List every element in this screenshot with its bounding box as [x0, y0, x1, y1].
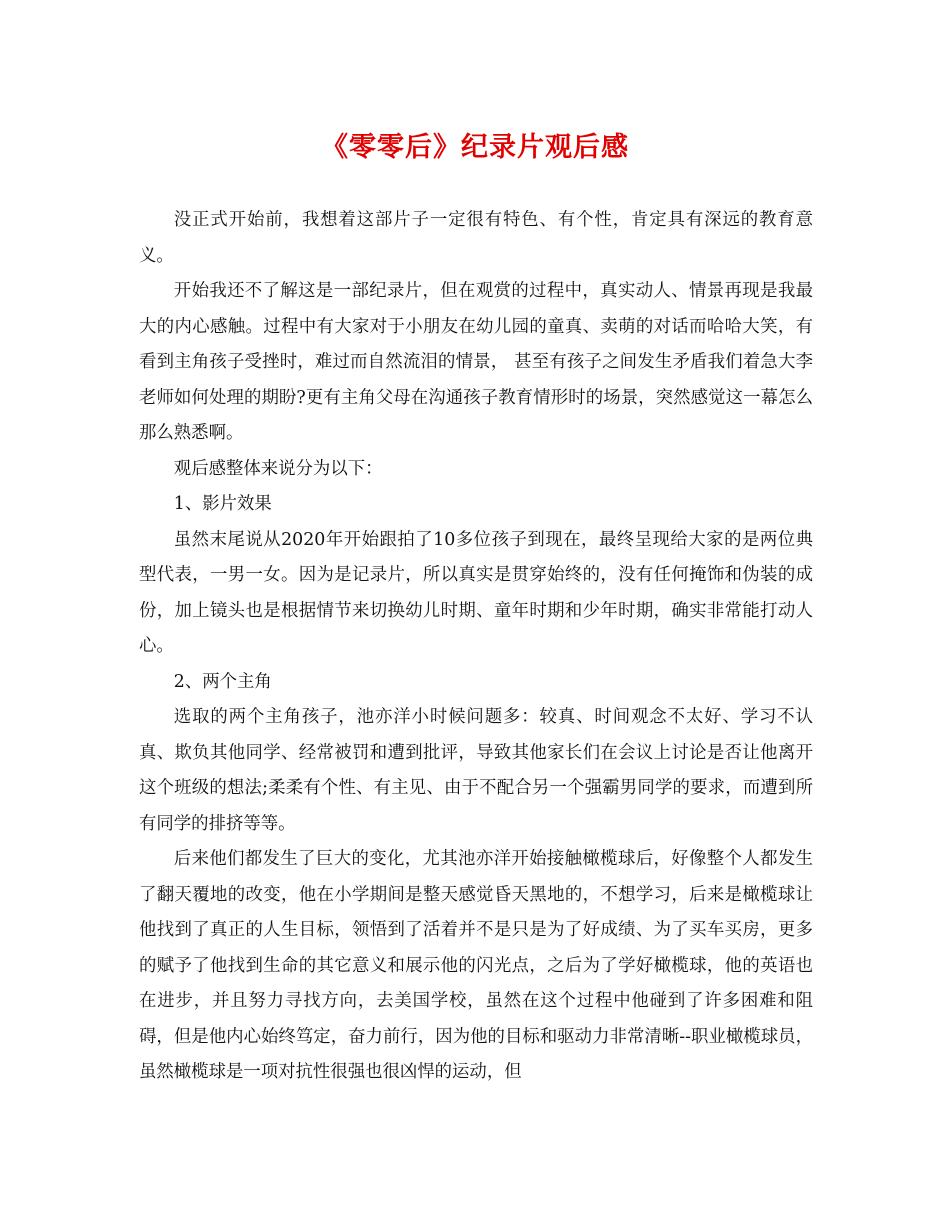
paragraph: 后来他们都发生了巨大的变化，尤其池亦洋开始接触橄榄球后，好像整个人都发生了翻天覆地的改变，他在小学期间是整天感觉昏天黑地的，不想学习，后来是橄榄球让他找到了真正的人生目标，领悟到了活着并不是只是为了好成绩、为了买车买房，更多的赋予了他找到生命的其它意义和展示他的闪光点，之后为了学好橄榄球，他的英语也在进步，并且努力寻找方向，去美国学校，虽然在这个过程中他碰到了许多困难和阻碍，但是他内心始终笃定，奋力前行，因为他的目标和驱动力非常清晰--职业橄榄球员，虽然橄榄球是一项对抗性很强也很凶悍的运动，但	[139, 849, 813, 1082]
section-heading: 1、影片效果	[173, 494, 272, 514]
section-heading: 2、两个主角	[173, 671, 272, 692]
paragraph: 选取的两个主角孩子，池亦洋小时候问题多：较真、时间观念不太好、学习不认真、欺负其他同学、经常被罚和遭到批评，导致其他家长们在会议上讨论是否让他离开这个班级的想法;柔柔有个性、有主见、由于不配合另一个强霸男同学的要求，而遭到所有同学的排挤等等。	[139, 707, 813, 834]
document-body	[139, 203, 813, 1091]
paragraph: 观后感整体来说分为以下：	[173, 458, 383, 479]
paragraph: 开始我还不了解这是一部纪录片，但在观赏的过程中，真实动人、情景再现是我最大的内心感触。过程中有大家对于小朋友在幼儿园的童真、卖萌的对话而哈哈大笑，有看到主角孩子受挫时，难过而自然流泪的情景， 甚至有孩子之间发生矛盾我们着急大李老师如何处理的期盼?更有主角父母在沟通孩子教育情形时的场景，突然感觉这一幕怎么那么熟悉啊。	[139, 281, 813, 443]
paragraph: 没正式开始前，我想着这部片子一定很有特色、有个性，肯定具有深远的教育意义。	[139, 210, 813, 266]
paragraph: 虽然末尾说从2020年开始跟拍了10多位孩子到现在，最终呈现给大家的是两位典型代表，一男一女。因为是记录片，所以真实是贯穿始终的，没有任何掩饰和伪装的成份，加上镜头也是根据情节来切换幼儿时期、童年时期和少年时期，确实非常能打动人心。	[139, 529, 813, 656]
page-title: 《零零后》纪录片观后感	[321, 132, 629, 163]
